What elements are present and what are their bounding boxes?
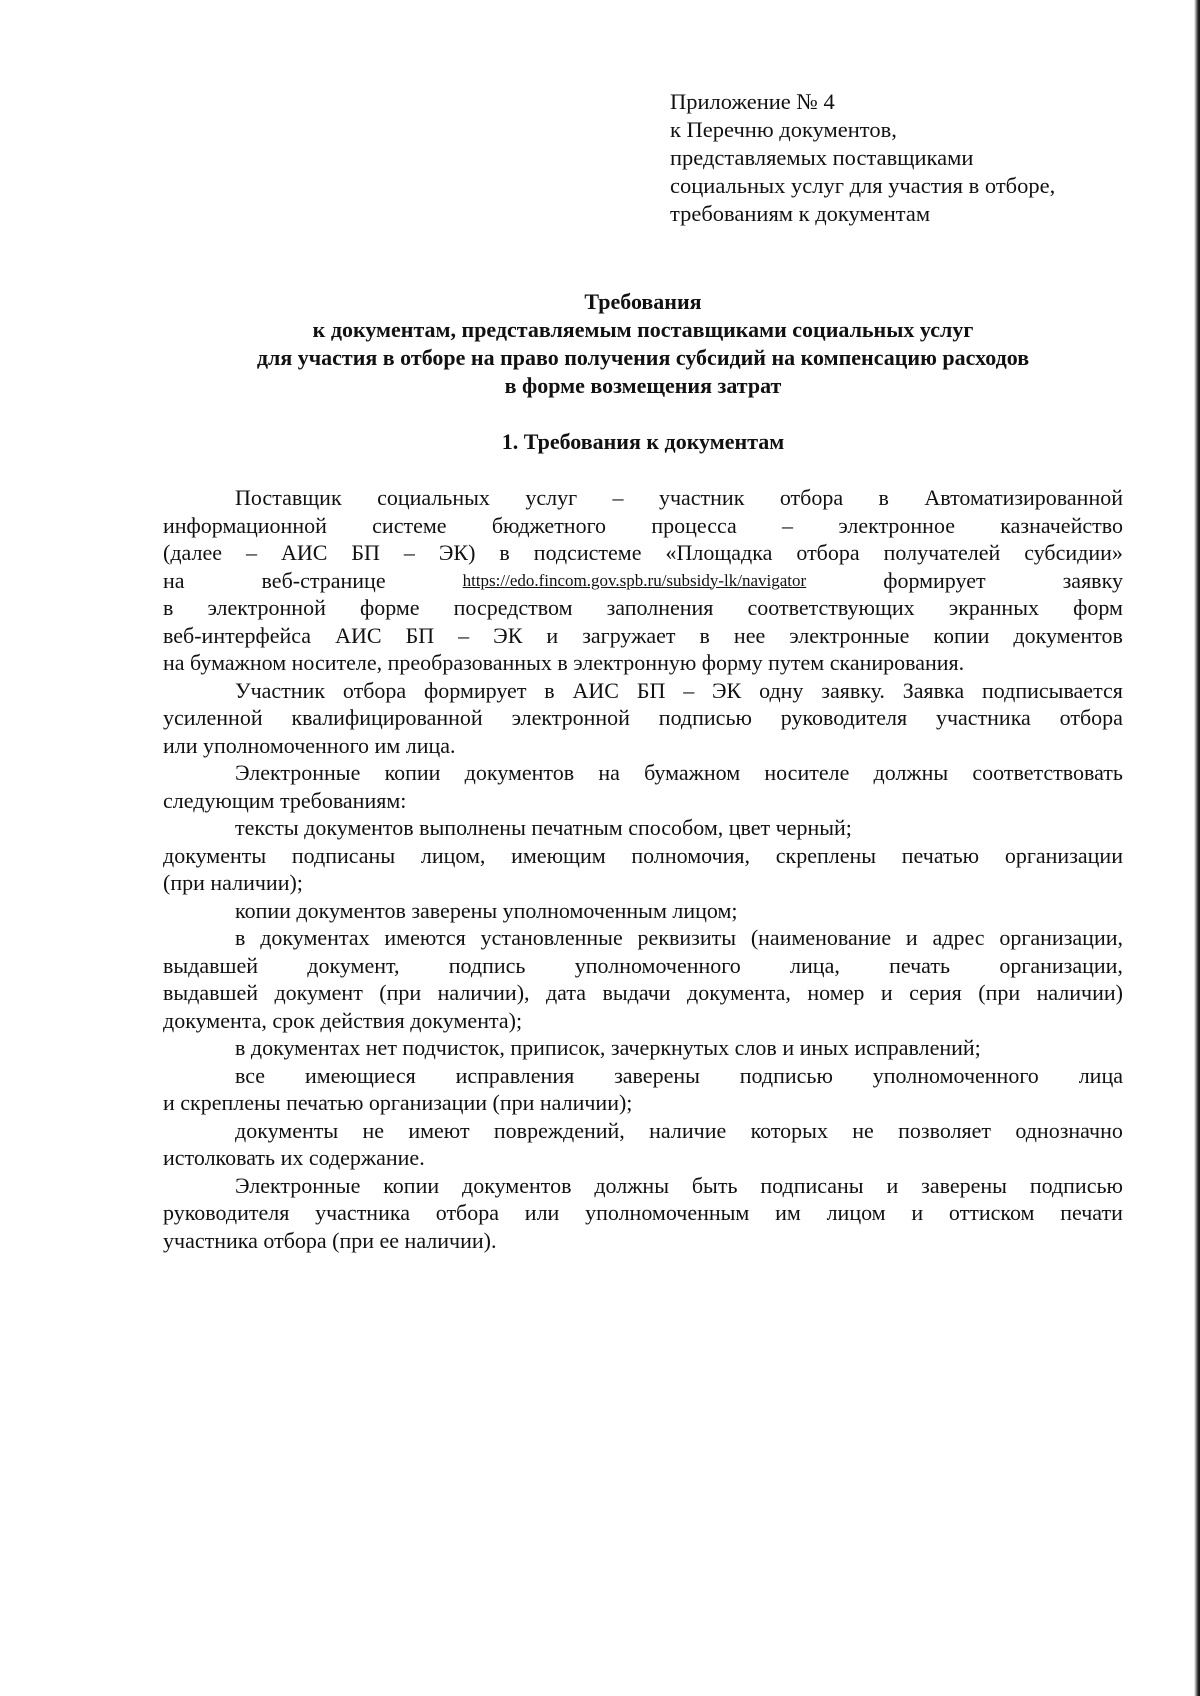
word: – <box>403 540 415 565</box>
word: в <box>235 925 246 950</box>
word: в <box>544 677 555 703</box>
body-line <box>163 1117 1123 1145</box>
word: отбора <box>435 1200 500 1225</box>
word: подписью <box>739 1062 833 1088</box>
word: субсидии» <box>1024 540 1123 565</box>
title-line: к документам, представляемым поставщиками социальных услуг <box>312 317 974 342</box>
body-line <box>163 814 1123 842</box>
body-line <box>163 1089 1123 1117</box>
word: посредством <box>453 595 573 620</box>
word: АИС <box>335 622 382 648</box>
word: уполномоченным <box>585 1200 750 1225</box>
word: должны <box>594 1172 669 1198</box>
line-text: на бумажном носителе, преобразованных в электронную форму путем сканирования. <box>163 650 965 675</box>
word: или <box>524 1200 560 1225</box>
word: «Площадка <box>665 540 773 565</box>
line-text: документа, срок действия документа); <box>163 1007 523 1033</box>
word: нее <box>733 622 766 648</box>
body-line <box>163 677 1123 705</box>
word: документов <box>1013 622 1123 648</box>
word: должны <box>873 760 949 785</box>
word: печати <box>1060 1200 1123 1225</box>
word: в <box>699 622 710 648</box>
word: электронное <box>838 512 955 538</box>
word: лицом, <box>420 842 486 868</box>
word: лица <box>1078 1062 1123 1088</box>
word: бюджетного <box>491 512 607 538</box>
word: установленные <box>480 925 623 950</box>
body-line <box>163 512 1123 540</box>
word: отбора <box>342 677 407 703</box>
annex-line: к Перечню документов, <box>670 117 897 142</box>
word: документов <box>462 1172 572 1198</box>
body-line <box>163 759 1123 787</box>
word: быть <box>691 1172 738 1198</box>
body-line <box>163 1144 1123 1172</box>
word: дата <box>545 980 587 1005</box>
word: заверены <box>614 1062 700 1088</box>
word: наличии) <box>1036 980 1123 1005</box>
word: (далее <box>163 540 222 565</box>
word: серия <box>909 980 962 1005</box>
word: формирует <box>424 677 527 703</box>
word: информационной <box>163 512 327 538</box>
word: скреплены <box>775 842 877 868</box>
word: имеющиеся <box>304 1062 416 1088</box>
body-line <box>163 484 1123 512</box>
word: экранных <box>948 595 1039 620</box>
word: Электронные <box>235 1172 361 1198</box>
title-line: для участия в отборе на право получения субсидий на компенсацию расходов <box>256 345 1030 370</box>
body-text <box>163 484 1123 1254</box>
annex-line: Приложение № 4 <box>670 89 835 114</box>
word: в <box>499 540 510 565</box>
line-text: и скреплены печатью организации (при наличии); <box>163 1090 633 1115</box>
word: форм <box>1073 595 1123 620</box>
line-text: участника отбора (при ее наличии). <box>163 1227 497 1253</box>
word: в <box>163 595 174 620</box>
word: на <box>163 567 185 593</box>
word: соответствующих <box>747 595 915 620</box>
word: документы <box>163 842 267 868</box>
word: документах <box>260 925 370 950</box>
word: уполномоченного <box>872 1062 1039 1088</box>
word: имеющим <box>511 842 606 868</box>
url-link[interactable]: https://edo.fincom.gov.spb.ru/subsidy-lk/navigator <box>462 570 807 590</box>
word: социальных <box>377 485 490 510</box>
body-line <box>163 649 1123 677</box>
word: Участник <box>235 677 326 703</box>
word: БП <box>351 540 380 565</box>
word: загружает <box>582 622 676 648</box>
word: – <box>782 512 794 538</box>
word: выдавшей <box>163 952 258 978</box>
word: – <box>458 622 470 648</box>
word: печатью <box>901 842 980 868</box>
word: наличии), <box>437 980 530 1005</box>
word: и <box>546 622 559 648</box>
word: и <box>911 1200 924 1225</box>
word: подсистеме <box>533 540 642 565</box>
word: услуг <box>525 485 578 510</box>
word: документа, <box>687 980 791 1005</box>
word: участник <box>658 485 745 510</box>
word: реквизиты <box>637 925 737 950</box>
word: Поставщик <box>235 485 342 510</box>
line-text: истолковать их содержание. <box>163 1145 425 1170</box>
word: руководителя <box>780 705 908 730</box>
body-line <box>163 622 1123 650</box>
word: электронные <box>789 622 910 648</box>
word: выдавшей <box>163 980 258 1005</box>
word: исправления <box>455 1062 575 1088</box>
word: и <box>905 925 918 950</box>
body-line <box>163 979 1123 1007</box>
word: ЭК <box>712 677 742 703</box>
word: лицом <box>826 1200 886 1225</box>
word: имеются <box>384 925 466 950</box>
word: отбора <box>796 540 860 565</box>
word: документы <box>235 1117 339 1143</box>
word: лица, <box>790 952 840 978</box>
word: копии <box>384 760 441 785</box>
word: носителе <box>764 760 850 785</box>
word: позволяет <box>898 1117 992 1143</box>
word: Заявка <box>902 677 965 703</box>
word: АИС <box>280 540 328 565</box>
line-text: следующим требованиям: <box>163 787 407 813</box>
body-line <box>163 952 1123 980</box>
word: получателей <box>883 540 1001 565</box>
word: заявку. <box>821 677 885 703</box>
word: форме <box>359 595 420 620</box>
word: подписывается <box>982 677 1123 703</box>
word: копии <box>933 622 990 648</box>
body-line <box>163 869 1123 897</box>
word: все <box>235 1062 266 1088</box>
word: и <box>886 1172 899 1198</box>
body-line <box>163 1172 1123 1200</box>
word: веб-интерфейса <box>163 622 312 648</box>
word: документ <box>274 980 363 1005</box>
word: документ, <box>307 952 400 978</box>
word: не <box>362 1117 385 1143</box>
word: имеют <box>408 1117 470 1143</box>
word: формирует <box>883 567 986 593</box>
word: номер <box>807 980 865 1005</box>
title-line: Требования <box>584 289 702 314</box>
body-line <box>163 594 1123 622</box>
body-line <box>163 897 1123 925</box>
word: квалифицированной <box>291 705 483 730</box>
annex-line: представляемых поставщиками <box>670 145 974 170</box>
word: подписью <box>658 705 752 730</box>
line-text: тексты документов выполнены печатным способом, цвет черный; <box>235 815 852 840</box>
annex-line: требованиям к документам <box>670 201 931 226</box>
line-text: (при наличии); <box>163 870 303 895</box>
body-line <box>163 704 1123 732</box>
word: соответствовать <box>972 760 1123 785</box>
word: участника <box>315 1200 410 1225</box>
body-line <box>163 1034 1123 1062</box>
word: им <box>775 1200 801 1225</box>
word: подписаны <box>760 1172 864 1198</box>
body-line <box>163 1007 1123 1035</box>
word: – <box>612 485 624 510</box>
word: электронной <box>207 595 326 620</box>
word: документов <box>464 760 575 785</box>
body-line <box>163 732 1123 760</box>
word: – <box>683 677 695 703</box>
word: оттиском <box>948 1200 1035 1225</box>
word: наличие <box>649 1117 727 1143</box>
word: подписаны <box>291 842 396 868</box>
word: копии <box>383 1172 440 1198</box>
word: организации <box>1004 842 1123 868</box>
word: усиленной <box>163 705 263 730</box>
line-text: копии документов заверены уполномоченным лицом; <box>235 897 738 923</box>
body-line <box>163 924 1123 952</box>
word: ЭК <box>493 622 523 648</box>
line-text: в документах нет подчисток, приписок, зачеркнутых слов и иных исправлений; <box>235 1035 981 1060</box>
title-line: в форме возмещения затрат <box>504 373 782 398</box>
word: организации, <box>999 925 1123 950</box>
word: в <box>878 485 889 510</box>
line-text: или уполномоченного им лица. <box>163 732 456 758</box>
word: одну <box>759 677 804 703</box>
word: руководителя <box>163 1200 290 1225</box>
word: системе <box>372 512 447 538</box>
word: веб-странице <box>261 567 386 593</box>
word: Автоматизированной <box>924 485 1123 510</box>
word: уполномоченного <box>574 952 741 978</box>
word: казначейство <box>1000 512 1123 538</box>
word: на <box>598 760 620 785</box>
word: – <box>245 540 257 565</box>
word: процесса <box>651 512 737 538</box>
word: и <box>880 980 893 1005</box>
word: не <box>852 1117 874 1143</box>
word: выдачи <box>602 980 671 1005</box>
word: которых <box>750 1117 828 1143</box>
word: однозначно <box>1015 1117 1123 1143</box>
word: отбора <box>1059 705 1123 730</box>
word: заверены <box>921 1172 1007 1198</box>
word: БП <box>636 677 666 703</box>
word: заявку <box>1062 567 1123 593</box>
document-title <box>163 288 1123 400</box>
word: (при <box>379 980 422 1005</box>
word: БП <box>405 622 435 648</box>
word: Электронные <box>235 760 361 785</box>
body-line <box>163 842 1123 870</box>
word: ЭК) <box>438 540 476 565</box>
annex-line: социальных услуг для участия в отборе, <box>670 173 1056 198</box>
word: АИС <box>572 677 619 703</box>
word: организации, <box>999 952 1123 978</box>
word: участника <box>935 705 1031 730</box>
word: подписью <box>1029 1172 1123 1198</box>
body-line <box>163 567 1123 595</box>
word: электронной <box>511 705 630 730</box>
word: заполнения <box>606 595 714 620</box>
scan-edge <box>1194 0 1200 1696</box>
word: подпись <box>448 952 526 978</box>
body-line <box>163 787 1123 815</box>
word: (при <box>978 980 1021 1005</box>
word: печать <box>889 952 951 978</box>
annex-header <box>670 88 1110 228</box>
word: (наименование <box>750 925 892 950</box>
word: бумажном <box>644 760 741 785</box>
word: отбора <box>779 485 844 510</box>
word: повреждений, <box>493 1117 625 1143</box>
word: полномочия, <box>631 842 751 868</box>
section-heading: 1. Требования к документам <box>501 429 785 454</box>
body-line <box>163 1227 1123 1255</box>
body-line <box>163 1199 1123 1227</box>
body-line <box>163 539 1123 567</box>
word: адрес <box>932 925 985 950</box>
body-line <box>163 1062 1123 1090</box>
